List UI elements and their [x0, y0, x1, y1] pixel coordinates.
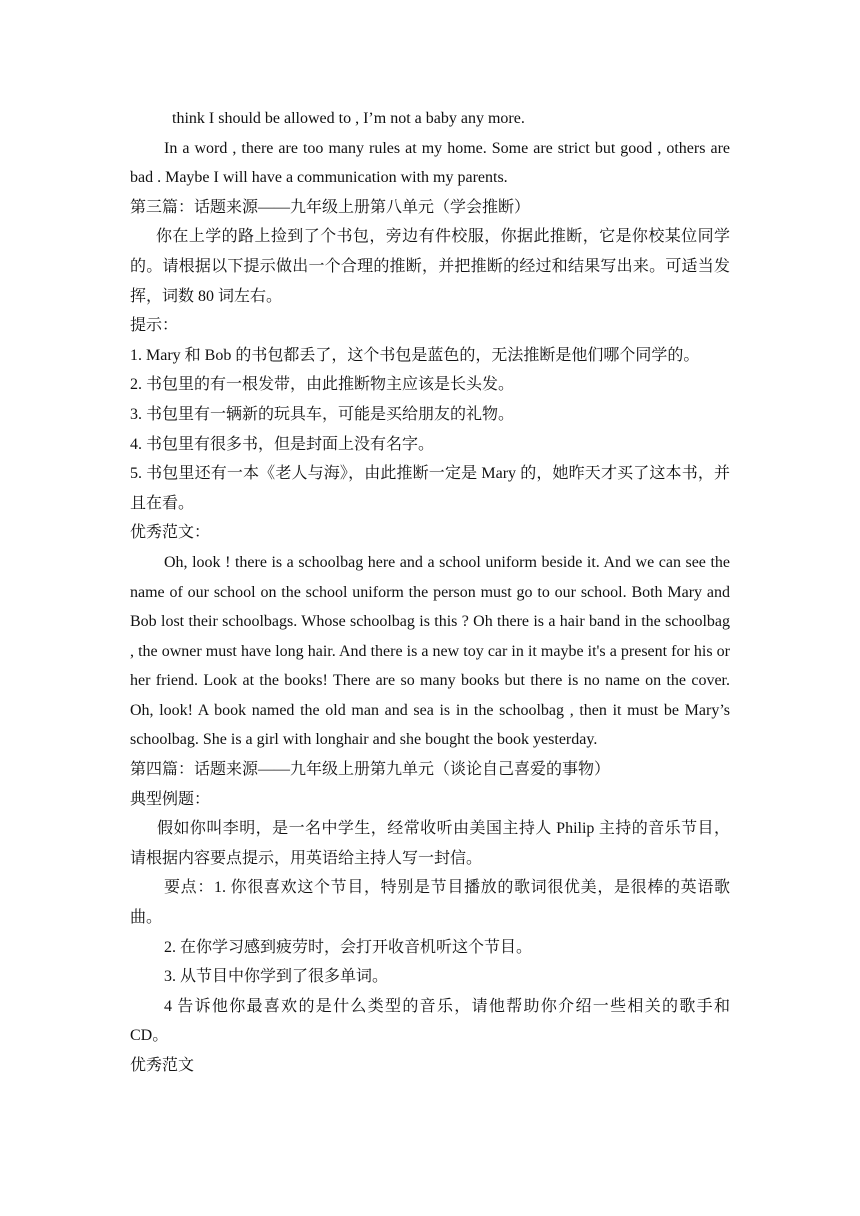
document-page	[130, 104, 730, 1081]
section-4-prompt: 假如你叫李明，是一名中学生，经常收听由美国主持人 Philip 主持的音乐节目，请根据内容要点提示，用英语给主持人写一封信。	[130, 820, 730, 867]
sample-essay-section-3: Oh, look ! there is a schoolbag here and a school uniform beside it. And we can see the name of our school on the school uniform the person must go to our school. Both Mary and Bob lost their schoolbags. Whose schoolbag is this ? Oh there is a hair band in the schoolbag , the owner must have long hair. And there is a new toy car in it maybe it's a present for his or her friend. Look at the books! There are so many books but there is no name on the cover. Oh, look! A book named the old man and sea is in the schoolbag , then it must be Mary’s schoolbag. She is a girl with longhair and she bought the book yesterday.	[130, 553, 730, 749]
hint-item: 4. 书包里有很多书，但是封面上没有名字。	[130, 435, 435, 453]
section-4-title: 第四篇：话题来源——九年级上册第九单元（谈论自己喜爱的事物）	[130, 761, 611, 779]
hint-item: 5. 书包里还有一本《老人与海》，由此推断一定是 Mary 的，她昨天才买了这本书，并且在看。	[130, 465, 730, 512]
hint-item: 1. Mary 和 Bob 的书包都丢了，这个书包是蓝色的，无法推断是他们哪个同学的。	[130, 346, 700, 364]
key-point: 要点：1. 你很喜欢这个节目，特别是节目播放的歌词很优美，是很棒的英语歌曲。	[130, 879, 730, 927]
paragraph-in-a-word: In a word , there are too many rules at my home. Some are strict but good , others are bad . Maybe I will have a communication with my parents.	[130, 139, 730, 187]
hint-label: 提示：	[130, 317, 179, 335]
example-label: 典型例题：	[130, 790, 211, 808]
paragraph-continuation: think I should be allowed to , I’m not a baby any more.	[172, 110, 525, 127]
key-point: 2. 在你学习感到疲劳时，会打开收音机听这个节目。	[164, 938, 533, 956]
hint-item: 3. 书包里有一辆新的玩具车，可能是买给朋友的礼物。	[130, 405, 515, 423]
sample-label-section-4: 优秀范文	[130, 1057, 195, 1074]
hint-item: 2. 书包里的有一根发带，由此推断物主应该是长头发。	[130, 376, 515, 394]
section-3-prompt: 你在上学的路上捡到了个书包，旁边有件校服，你据此推断，它是你校某位同学的。请根据以下提示做出一个合理的推断，并把推断的经过和结果写出来。可适当发挥，词数 80 词左右。	[130, 228, 730, 305]
key-point: 3. 从节目中你学到了很多单词。	[164, 968, 389, 986]
sample-label-section-3: 优秀范文：	[130, 524, 211, 542]
section-3-title: 第三篇：话题来源——九年级上册第八单元（学会推断）	[130, 198, 531, 216]
key-point: 4 告诉他你最喜欢的是什么类型的音乐，请他帮助你介绍一些相关的歌手和 CD。	[130, 997, 730, 1045]
